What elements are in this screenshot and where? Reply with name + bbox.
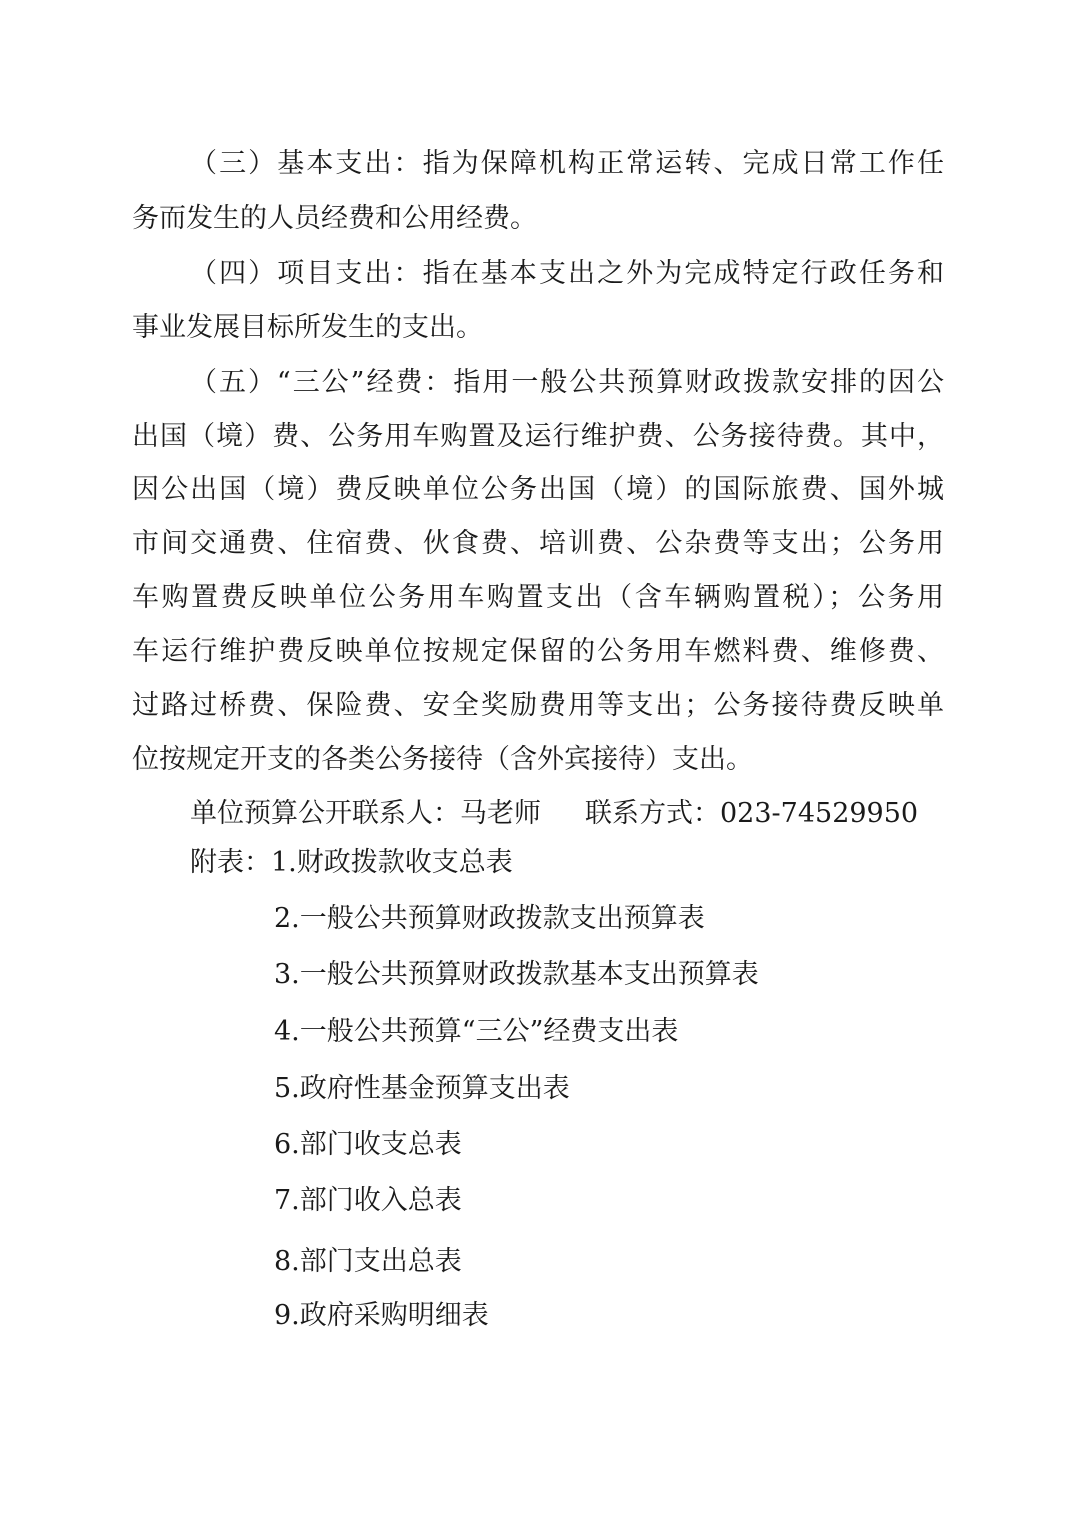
paragraph-sangong-line-3: 因公出国（境）费反映单位公务出国（境）的国际旅费、国外城 [132,474,944,505]
paragraph-project-line-1: （四）项目支出：指在基本支出之外为完成特定行政任务和 [190,258,944,289]
attachment-item-7: 7.部门收入总表 [274,1185,462,1216]
paragraph-sangong-line-5: 车购置费反映单位公务用车购置支出（含车辆购置税）；公务用 [132,582,944,613]
paragraph-sangong-line-1: （五）“三公”经费：指用一般公共预算财政拨款安排的因公 [190,367,944,398]
attachment-item-6: 6.部门收支总表 [274,1129,462,1160]
paragraph-sangong-line-2: 出国（境）费、公务用车购置及运行维护费、公务接待费。其中， [132,421,944,452]
paragraph-basic-line-2: 务而发生的人员经费和公用经费。 [132,203,537,234]
attachment-item-8: 8.部门支出总表 [274,1246,462,1277]
paragraph-sangong-line-8: 位按规定开支的各类公务接待（含外宾接待）支出。 [132,744,753,775]
contact-phone: 联系方式：023-74529950 [585,798,919,829]
contact-person: 单位预算公开联系人：马老师 [190,798,541,829]
paragraph-project-line-2: 事业发展目标所发生的支出。 [132,312,483,343]
attachment-item-5: 5.政府性基金预算支出表 [274,1073,570,1104]
attachment-item-2: 2.一般公共预算财政拨款支出预算表 [274,903,705,934]
attachment-item-1: 1.财政拨款收支总表 [271,847,513,878]
contact-line [190,794,950,834]
paragraph-sangong-line-7: 过路过桥费、保险费、安全奖励费用等支出；公务接待费反映单 [132,690,944,721]
attachment-item-3: 3.一般公共预算财政拨款基本支出预算表 [274,959,759,990]
attachment-item-4: 4.一般公共预算“三公”经费支出表 [274,1016,679,1047]
attachment-label: 附表： [190,847,271,878]
paragraph-sangong-line-4: 市间交通费、住宿费、伙食费、培训费、公杂费等支出；公务用 [132,528,944,559]
attachment-list-first-line [190,843,944,883]
paragraph-basic-line-1: （三）基本支出：指为保障机构正常运转、完成日常工作任 [190,148,944,179]
attachment-item-9: 9.政府采购明细表 [274,1300,489,1331]
paragraph-sangong-line-6: 车运行维护费反映单位按规定保留的公务用车燃料费、维修费、 [132,636,944,667]
